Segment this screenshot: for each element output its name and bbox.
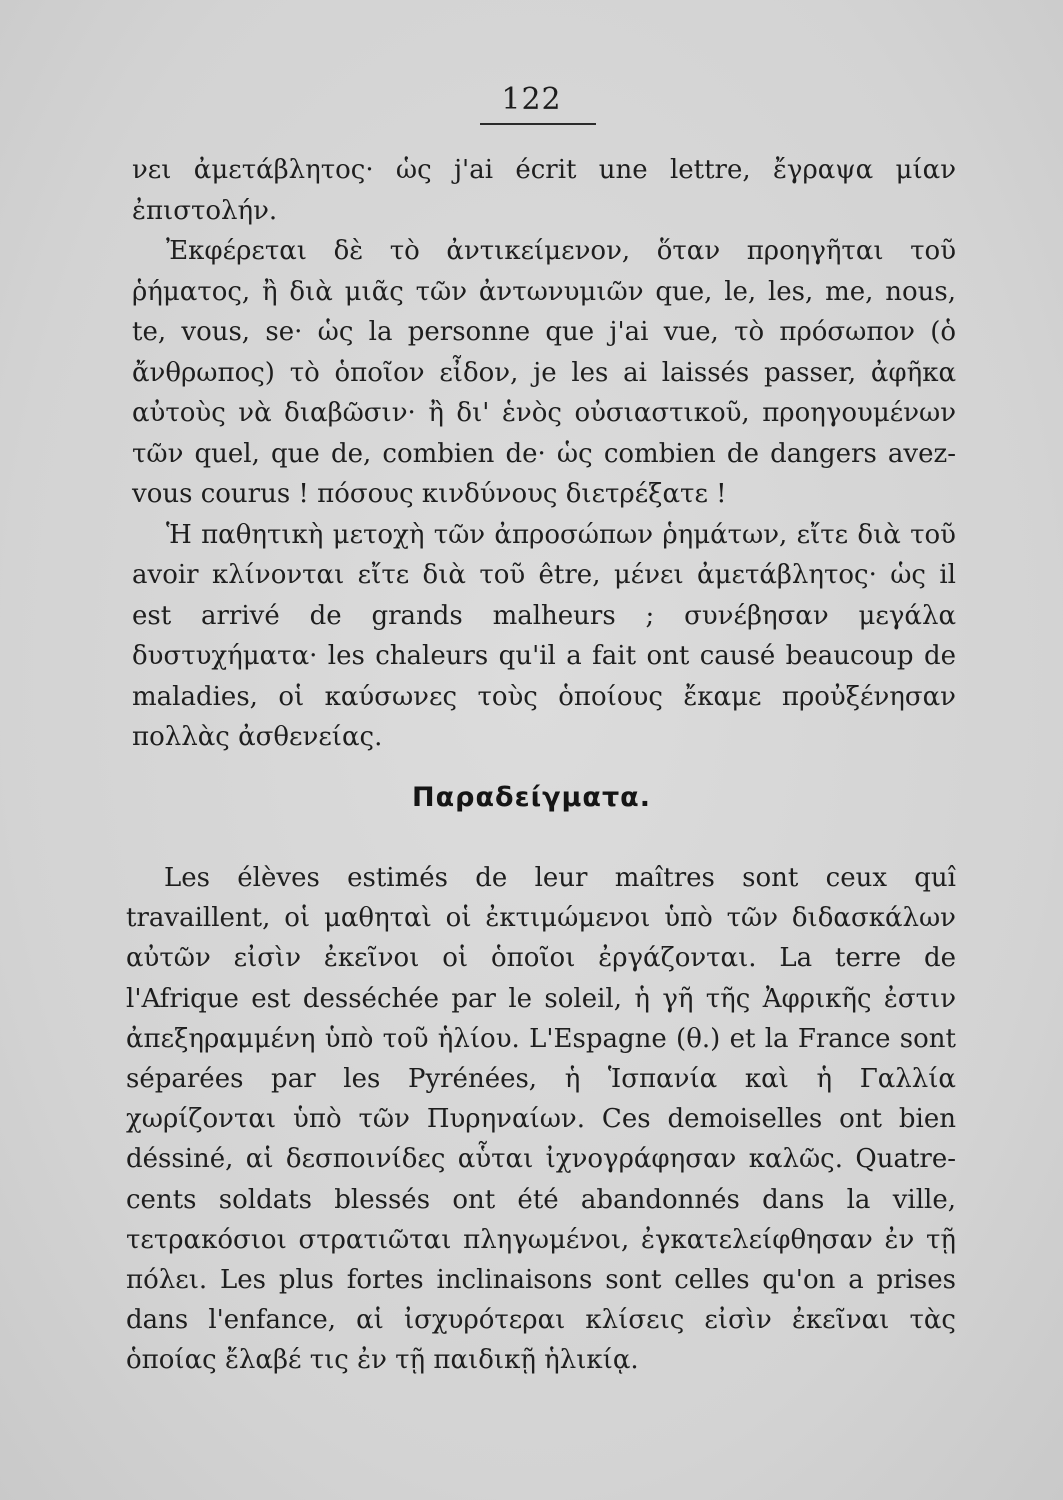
examples-text [126,858,956,1381]
examples-heading: Παραδείγματα. [412,782,651,813]
paragraph-continuation: νει ἀμετάβλητος· ὡς j'ai écrit une lettre, ἔγραψα μίαν ἐπιστολήν. [132,155,956,226]
paragraph-examples: Les élèves estimés de leur maîtres sont ceux quî travaillent, οἱ μαθηταὶ οἱ ἐκτιμώμενοι ὑπὸ τῶν διδασκάλων αὐτῶν εἰσὶν ἐκεῖνοι οἱ ὁποῖοι ἐργάζονται. La terre de l'Afrique est desséchée par le soleil, ἡ γῆ τῆς Ἀφρικῆς ἐστιν ἀπεξηραμμένη ὑπὸ τοῦ ἡλίου. L'Espagne (θ.) et la France sont séparées par les Pyrénées, ἡ Ἱσπανία καὶ ἡ Γαλλία χωρίζονται ὑπὸ τῶν Πυρηναίων. Ces demoiselles ont bien déssiné, αἱ δεσποινίδες αὗται ἰχνογράφησαν καλῶς. Quatre-cents soldats blessés ont été abandonnés dans la ville, τετρακόσιοι στρατιῶται πληγωμένοι, ἐγκατελείφθησαν ἐν τῇ πόλει. Les plus fortes inclinaisons sont celles qu'on a prises dans l'enfance, αἱ ἰσχυρότεραι κλίσεις εἰσὶν ἐκεῖναι τὰς ὁποίας ἔλαβέ τις ἐν τῇ παιδικῇ ἡλικίᾳ. [126,863,956,1376]
paragraph-object-rule: Ἐκφέρεται δὲ τὸ ἀντικείμενον, ὅταν προηγῆται τοῦ ῥήματος, ἢ διὰ μιᾶς τῶν ἀντωνυμιῶν que, le, les, me, nous, te, vous, se· ὡς la personne que j'ai vue, τὸ πρόσωπον (ὁ ἄνθρωπος) τὸ ὁποῖον εἶδον, je les ai laissés passer, ἀφῆκα αὐτοὺς νὰ διαβῶσιν· ἢ δι' ἑνὸς οὐσιαστικοῦ, προηγουμένων τῶν quel, que de, combien de· ὡς combien de dangers avez-vous courus ! πόσους κινδύνους διετρέξατε ! [132,236,956,509]
page-number: 122 [501,82,562,117]
page-number-rule [480,123,596,125]
grammar-text [132,150,956,758]
paragraph-passive-participle: Ἡ παθητικὴ μετοχὴ τῶν ἀπροσώπων ῥημάτων, εἴτε διὰ τοῦ avoir κλίνονται εἴτε διὰ τοῦ être, μένει ἀμετάβλητος· ὡς il est arrivé de grands malheurs ; συνέβησαν μεγάλα δυστυχήματα· les chaleurs qu'il a fait ont causé beaucoup de maladies, οἱ καύσωνες τοὺς ὁποίους ἔκαμε προὐξένησαν πολλὰς ἀσθενείας. [132,519,956,752]
